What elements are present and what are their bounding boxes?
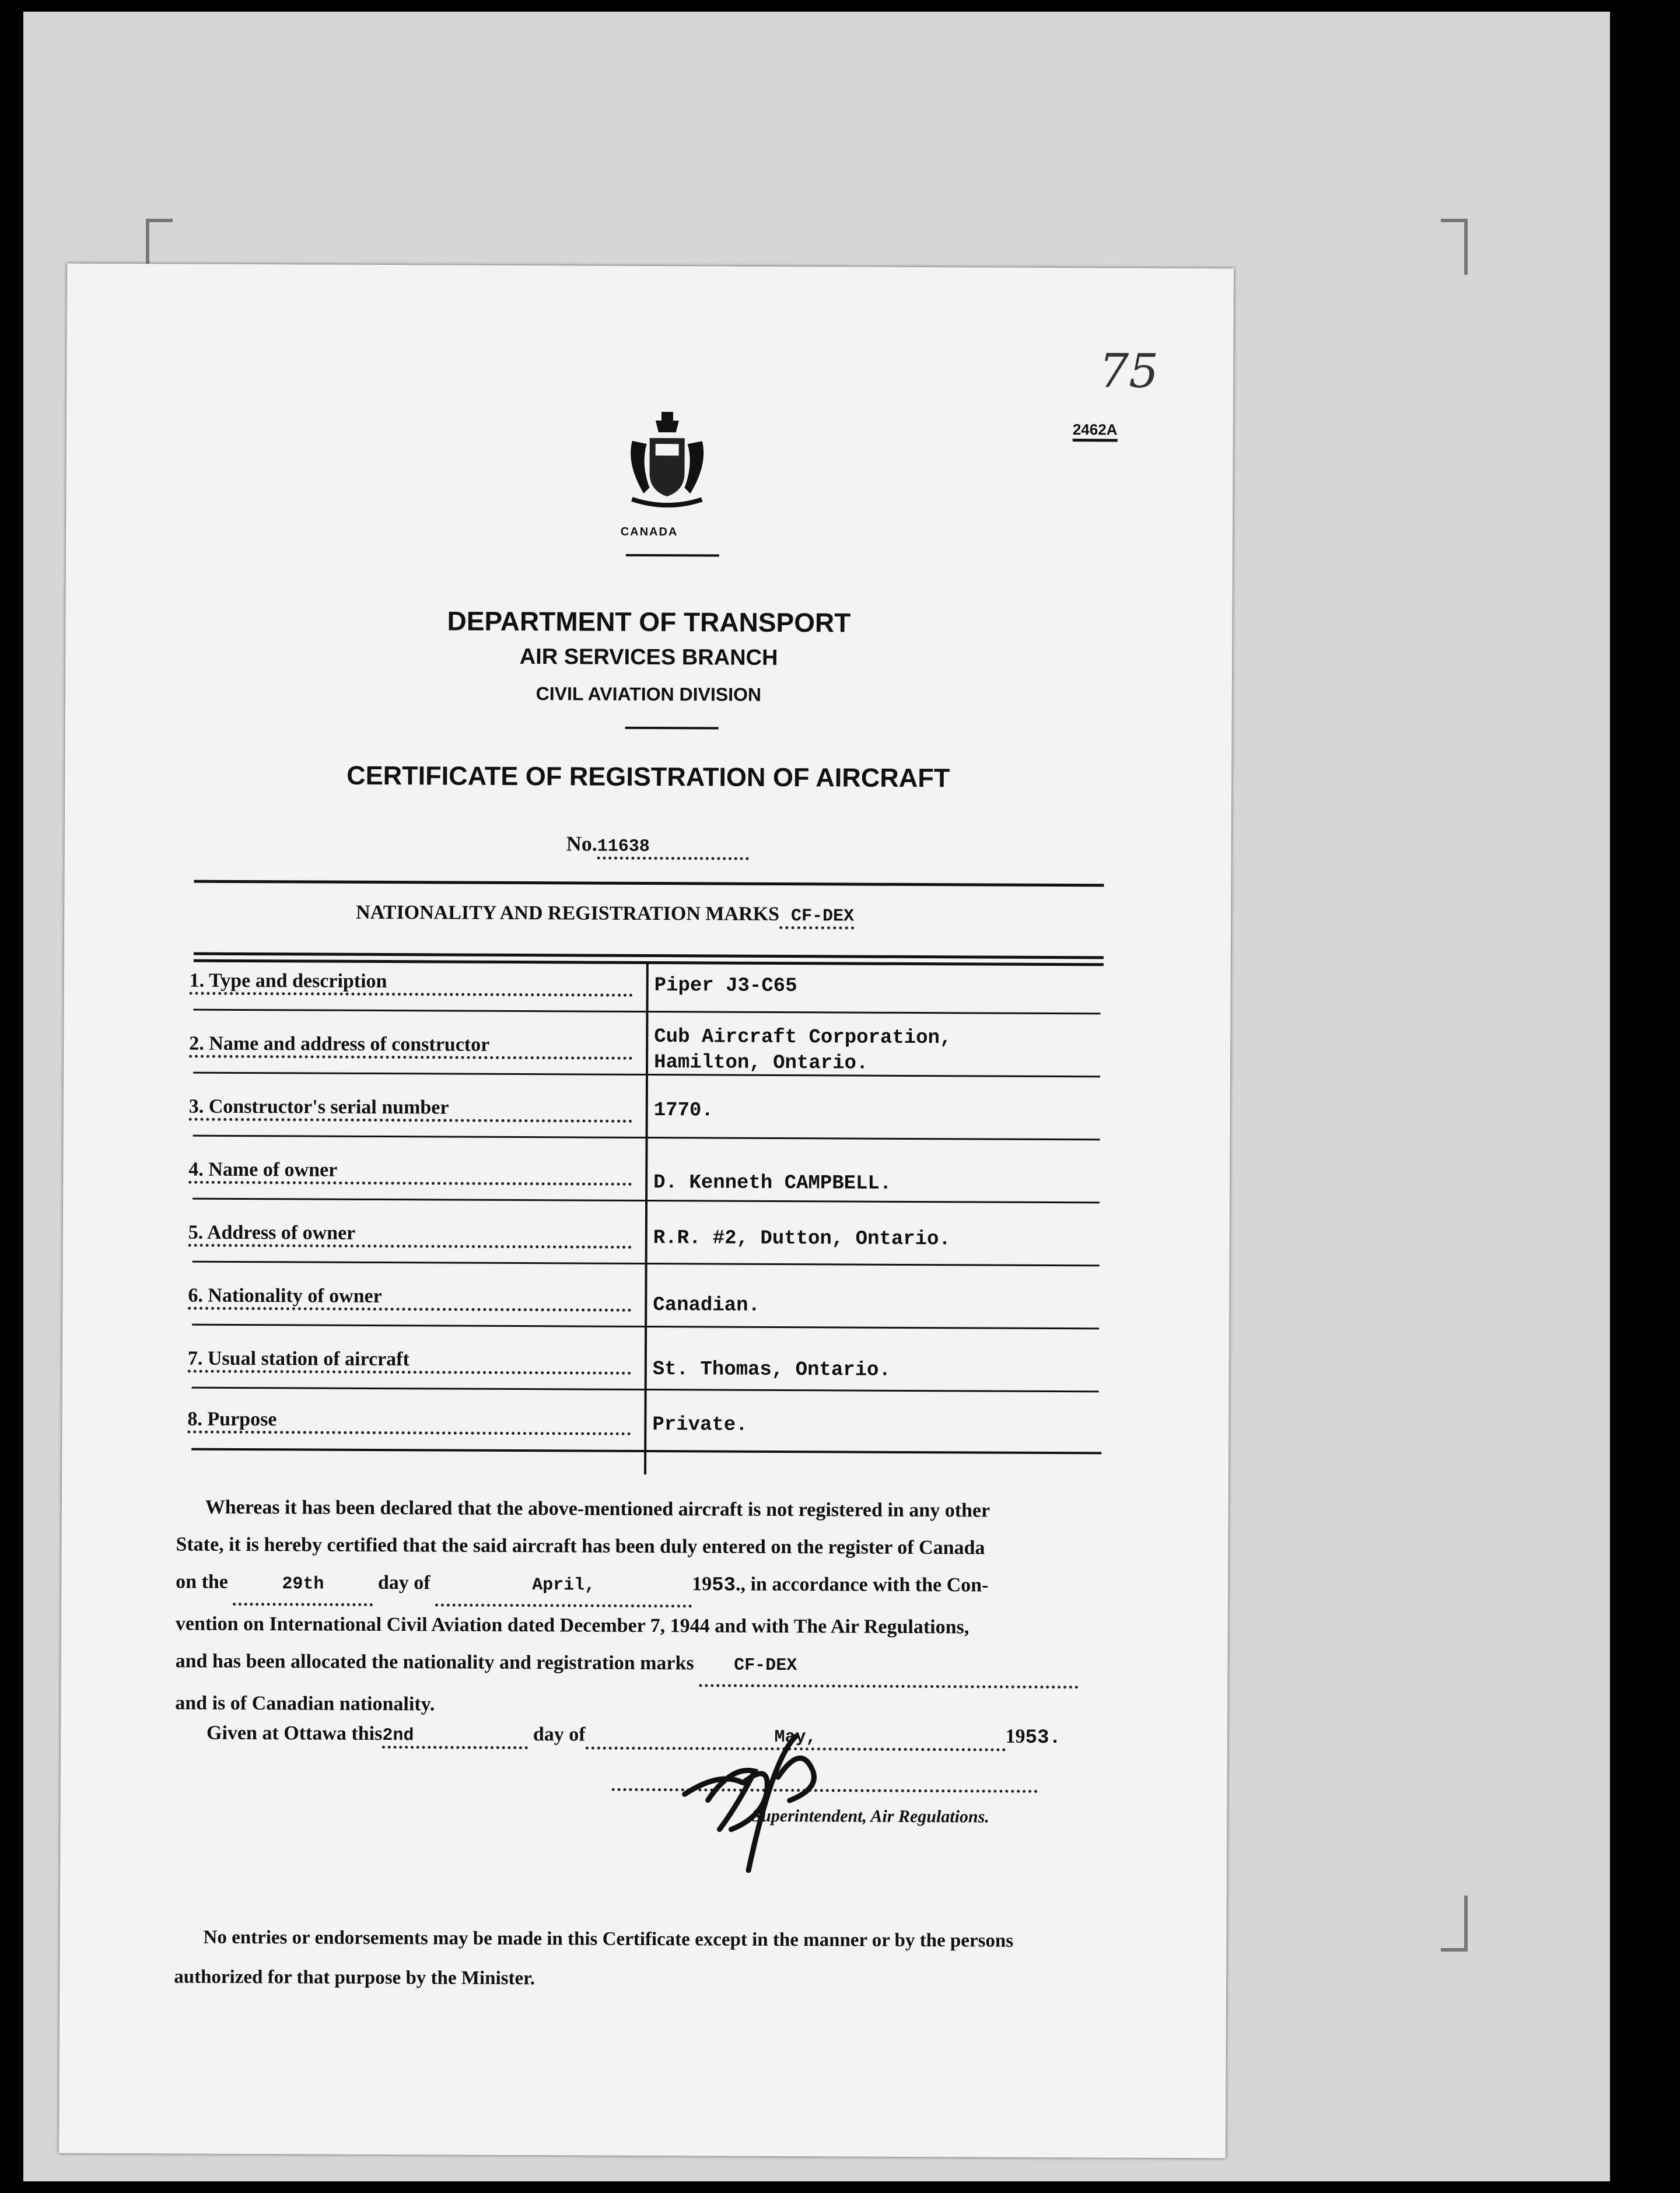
row-label: 7. Usual station of aircraft [188,1348,631,1375]
crest-label: CANADA [620,525,678,539]
registration-year: 53 [712,1574,736,1597]
division-name: CIVIL AVIATION DIVISION [536,683,762,705]
certificate-title: CERTIFICATE OF REGISTRATION OF AIRCRAFT [346,760,950,793]
row-value: Piper J3-C65 [654,975,797,998]
row-value: St. Thomas, Ontario. [652,1358,891,1382]
department-name: DEPARTMENT OF TRANSPORT [447,605,851,638]
footer-line: authorized for that purpose by the Minister. [174,1966,536,1989]
certificate-number-value: 11638 [597,837,749,860]
certificate-number [566,831,749,860]
nationality-marks-label: NATIONALITY AND REGISTRATION MARKS [356,901,780,925]
handwritten-page-number: 75 [1099,344,1159,398]
row-label: 2. Name and address of constructor [189,1033,632,1060]
certificate-number-label: No. [566,832,597,856]
text: and has been allocated the nationality and registration marks [175,1650,694,1674]
row-label: 6. Nationality of owner [188,1285,631,1312]
given-year: 53. [1025,1726,1061,1750]
given-month: May, [585,1727,1005,1751]
nationality-marks [356,902,854,930]
certification-paragraph [175,1488,1144,1726]
row-value: Canadian. [653,1294,761,1317]
paragraph-line [175,1642,1143,1688]
row-label: 4. Name of owner [188,1159,632,1186]
signature-image [673,1724,860,1876]
text: 19 [1005,1725,1026,1747]
certificate-page [59,264,1234,2159]
registration-marks-value: CF-DEX [699,1646,1078,1688]
divider [194,880,1104,887]
row-label: 3. Constructor's serial number [189,1096,632,1123]
table-column-divider [644,961,649,1474]
registration-month: April, [435,1566,692,1607]
given-day: 2nd [382,1726,528,1749]
signatory-title: Superintendent, Air Regulations. [751,1806,989,1827]
row-value: D. Kenneth CAMPBELL. [653,1172,892,1195]
text: day of [533,1723,586,1746]
row-value: 1770. [653,1099,713,1122]
paragraph-line: Whereas it has been declared that the above-mentioned aircraft is not registered in any other [205,1496,991,1522]
footer-note [174,1917,1013,2000]
text: on the [176,1571,229,1593]
row-value: Cub Aircraft Corporation, Hamilton, Ontario. [654,1026,952,1075]
branch-name: AIR SERVICES BRANCH [519,644,778,670]
paragraph-line: State, it is hereby certified that the said aircraft has been duly entered on the register of Canada [176,1533,985,1559]
row-label: 5. Address of owner [188,1222,632,1249]
registration-day: 29th [233,1565,373,1606]
row-label: 8. Purpose [187,1409,631,1435]
divider [625,727,719,730]
text: Given at Ottawa this [206,1722,383,1745]
footer-line: No entries or endorsements may be made in this Certificate except in the manner or by the persons [203,1926,1014,1952]
row-label: 1. Type and description [190,970,633,997]
paragraph-line: and is of Canadian nationality. [175,1692,435,1715]
given-at-line [206,1722,1061,1751]
corner-bracket [1441,219,1468,275]
divider [626,554,719,557]
text: 19 [692,1573,712,1595]
text: ., in accordance with the Con- [735,1573,989,1596]
row-value: R.R. #2, Dutton, Ontario. [653,1227,951,1251]
nationality-marks-value: CF-DEX [779,906,854,930]
text: day of [377,1571,430,1594]
row-value: Private. [652,1414,748,1437]
form-number: 2462A [1073,421,1118,442]
paragraph-line [176,1563,1144,1609]
corner-bracket [1441,1896,1468,1952]
paragraph-line: vention on International Civil Aviation dated December 7, 1944 and with The Air Regulations, [175,1613,970,1638]
table-top-rule [194,952,1104,959]
coat-of-arms-icon [620,406,714,517]
